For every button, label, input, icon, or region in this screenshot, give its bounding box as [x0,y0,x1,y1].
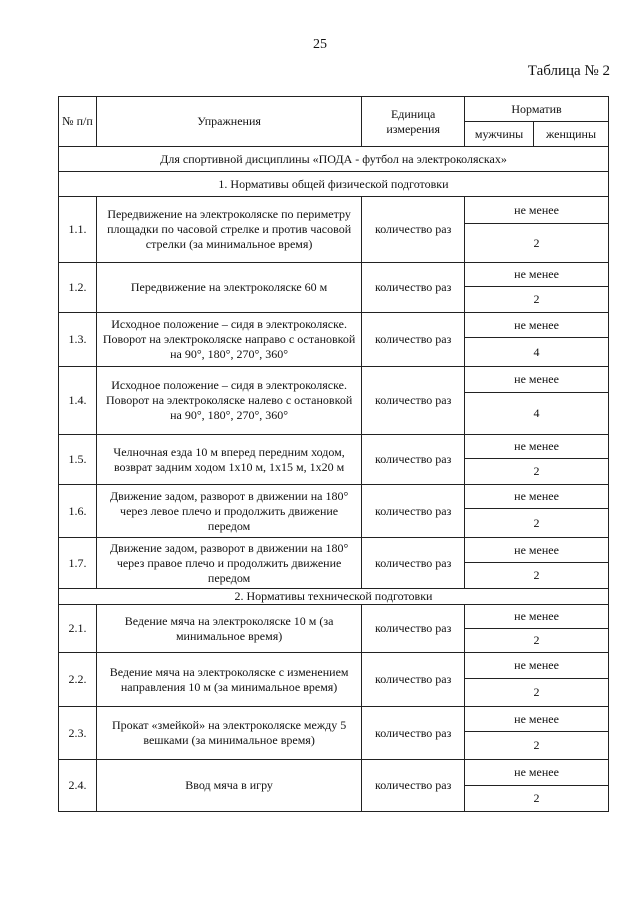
row-unit: количество раз [362,263,465,313]
row-num: 1.6. [59,485,97,538]
row-norm-value: 2 [465,224,609,263]
table-row [59,263,609,287]
row-exercise: Ввод мяча в игру [96,760,361,812]
header-num: № п/п [59,97,97,147]
row-exercise: Прокат «змейкой» на электроколяске между 5 вешками (за минимальное время) [96,707,361,760]
row-exercise: Ведение мяча на электроколяске 10 м (за минимальное время) [96,605,361,653]
row-norm-value: 4 [465,338,609,367]
row-unit: количество раз [362,485,465,538]
table-row [59,707,609,732]
row-norm-label: не менее [465,263,609,287]
header-women: женщины [534,122,609,147]
row-norm-label: не менее [465,313,609,338]
row-unit: количество раз [362,313,465,367]
row-num: 1.4. [59,367,97,435]
row-norm-label: не менее [465,707,609,732]
row-exercise: Ведение мяча на электроколяске с изменением направления 10 м (за минимальное время) [96,653,361,707]
row-norm-value: 2 [465,629,609,653]
table-row [59,485,609,509]
row-norm-value: 4 [465,393,609,435]
row-norm-label: не менее [465,538,609,563]
table-row [59,653,609,679]
row-norm-label: не менее [465,760,609,786]
table-row [59,313,609,338]
row-num: 2.2. [59,653,97,707]
section-title: 1. Нормативы общей физической подготовки [59,172,609,197]
row-norm-label: не менее [465,653,609,679]
row-unit: количество раз [362,435,465,485]
row-exercise: Передвижение на электроколяске по периметру площадки по часовой стрелке и против часовой стрелки (за минимальное время) [96,197,361,263]
row-norm-value: 2 [465,509,609,538]
row-unit: количество раз [362,197,465,263]
row-exercise: Челночная езда 10 м вперед передним ходом, возврат задним ходом 1x10 м, 1x15 м, 1x20 м [96,435,361,485]
header-norm: Норматив [465,97,609,122]
header-exercise: Упражнения [96,97,361,147]
row-num: 1.3. [59,313,97,367]
discipline-title: Для спортивной дисциплины «ПОДА - футбол на электроколясках» [59,147,609,172]
row-exercise: Движение задом, разворот в движении на 180° через правое плечо и продолжить движение передом [96,538,361,589]
row-unit: количество раз [362,605,465,653]
row-norm-value: 2 [465,287,609,313]
row-exercise: Движение задом, разворот в движении на 180° через левое плечо и продолжить движение передом [96,485,361,538]
row-norm-value: 2 [465,563,609,589]
row-norm-label: не менее [465,367,609,393]
row-num: 1.1. [59,197,97,263]
standards-table [58,96,609,812]
row-norm-label: не менее [465,605,609,629]
row-norm-label: не менее [465,435,609,459]
row-unit: количество раз [362,653,465,707]
row-num: 1.2. [59,263,97,313]
row-exercise: Исходное положение – сидя в электроколяске. Поворот на электроколяске налево с остановкой на 90°, 180°, 270°, 360° [96,367,361,435]
row-unit: количество раз [362,538,465,589]
header-unit: Единица измерения [362,97,465,147]
row-norm-value: 2 [465,732,609,760]
row-exercise: Исходное положение – сидя в электроколяске. Поворот на электроколяске направо с остановкой на 90°, 180°, 270°, 360° [96,313,361,367]
row-num: 2.3. [59,707,97,760]
row-num: 1.7. [59,538,97,589]
row-num: 2.1. [59,605,97,653]
row-norm-value: 2 [465,786,609,812]
table-row [59,538,609,563]
row-norm-value: 2 [465,459,609,485]
section-title: 2. Нормативы технической подготовки [59,589,609,605]
row-norm-label: не менее [465,197,609,224]
header-men: мужчины [465,122,534,147]
row-num: 1.5. [59,435,97,485]
row-norm-value: 2 [465,679,609,707]
table-title: Таблица № 2 [527,63,610,79]
table-row [59,605,609,629]
page-number: 25 [313,37,327,52]
row-num: 2.4. [59,760,97,812]
table-row [59,367,609,393]
row-unit: количество раз [362,760,465,812]
row-exercise: Передвижение на электроколяске 60 м [96,263,361,313]
row-unit: количество раз [362,707,465,760]
table-row [59,760,609,786]
table-row [59,197,609,224]
row-unit: количество раз [362,367,465,435]
row-norm-label: не менее [465,485,609,509]
table-row [59,435,609,459]
